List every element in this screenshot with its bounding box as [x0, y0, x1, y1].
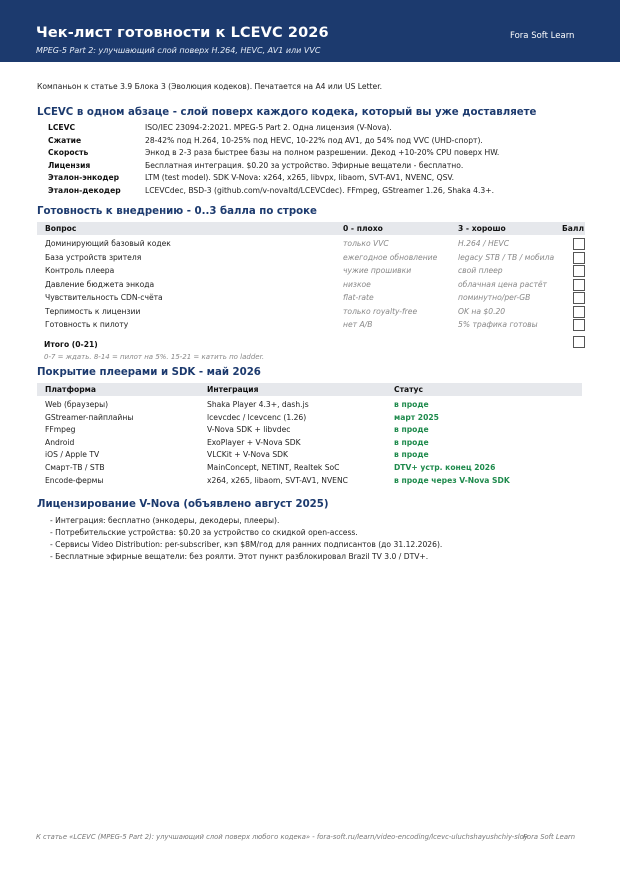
col-platform: Платформа: [45, 385, 96, 394]
status-text: в проде через V-Nova SDK: [394, 475, 510, 485]
integration-text: x264, x265, libaom, SVT-AV1, NVENC: [207, 475, 348, 485]
summary-key: Сжатие: [48, 135, 82, 145]
bad-answer: flat-rate: [343, 293, 374, 302]
good-answer: 5% трафика готовы: [458, 320, 538, 329]
players-heading: Покрытие плеерами и SDK - май 2026: [37, 367, 261, 378]
bad-answer: только VVC: [343, 239, 389, 248]
status-text: в проде: [394, 400, 429, 409]
summary-heading: LCEVC в одном абзаце - слой поверх каждого кодека, который вы уже доставляете: [37, 107, 537, 118]
bad-answer: низкое: [343, 279, 371, 289]
summary-key: Скорость: [48, 148, 89, 158]
summary-value: 28-42% под H.264, 10-25% под HEVC, 10-22% под AV1, до 54% под VVC (UHD-спорт).: [145, 135, 483, 145]
score-checkbox[interactable]: [573, 306, 585, 318]
summary-value: Бесплатная интеграция. $0.20 за устройство. Эфирные вещатели - бесплатно.: [145, 160, 464, 170]
status-text: в проде: [394, 437, 429, 447]
status-text: DTV+ устр. конец 2026: [394, 463, 496, 472]
licensing-heading: Лицензирование V-Nova (объявлено август 2025): [37, 499, 329, 510]
score-checkbox[interactable]: [573, 238, 585, 250]
question-text: Готовность к пилоту: [45, 320, 129, 329]
scale-note: 0-7 = ждать. 8-14 = пилот на 5%. 15-21 = катить по ladder.: [44, 353, 265, 361]
footer-brand: Fora Soft Learn: [523, 833, 576, 841]
status-text: в проде: [394, 450, 429, 460]
readiness-table-header: [37, 222, 585, 235]
readiness-heading: Готовность к внедрению - 0..3 балла по строке: [37, 206, 317, 217]
score-checkbox[interactable]: [573, 319, 585, 331]
licensing-item: - Интеграция: бесплатно (энкодеры, декодеры, плееры).: [50, 516, 280, 525]
summary-key: Эталон-декодер: [48, 186, 121, 195]
good-answer: OK на $0.20: [458, 306, 506, 316]
bad-answer: ежегодное обновление: [343, 252, 438, 262]
summary-key: Эталон-энкодер: [48, 173, 120, 183]
platform-name: FFmpeg: [45, 425, 76, 435]
platform-name: Web (браузеры): [45, 400, 109, 409]
status-text: в проде: [394, 425, 429, 435]
integration-text: MainConcept, NETINT, Realtek SoC: [207, 463, 340, 472]
question-text: Чувствительность CDN-счёта: [45, 293, 163, 302]
page-title: Чек-лист готовности к LCEVC 2026: [36, 25, 329, 41]
licensing-item: - Сервисы Video Distribution: per-subscriber, кэп $8M/год для ранних подписантов (до 31.12.2026).: [50, 540, 443, 549]
good-answer: поминутно/per-GB: [458, 293, 531, 302]
summary-key: LCEVC: [48, 123, 76, 132]
integration-text: V-Nova SDK + libvdec: [207, 425, 291, 435]
question-text: Доминирующий базовый кодек: [45, 239, 171, 248]
col-integration: Интеграция: [207, 385, 259, 394]
players-table-header: [37, 383, 582, 396]
question-text: Терпимость к лицензии: [45, 306, 141, 316]
score-checkbox[interactable]: [573, 265, 585, 277]
col-bad: 0 - плохо: [343, 224, 383, 233]
total-label: Итого (0-21): [44, 340, 98, 349]
score-checkbox[interactable]: [573, 279, 585, 291]
question-text: Давление бюджета энкода: [45, 279, 155, 289]
licensing-item: - Бесплатные эфирные вещатели: без роялти. Этот пункт разблокировал Brazil TV 3.0 / DTV+.: [50, 552, 429, 561]
summary-value: LCEVCdec, BSD-3 (github.com/v-novaltd/LCEVCdec). FFmpeg, GStreamer 1.26, Shaka 4.3+.: [145, 186, 494, 195]
footer-text: К статье «LCEVC (MPEG-5 Part 2): улучшающий слой поверх любого кодека» - fora-soft.ru/learn/video-encoding/lcevc-uluchshayushchiy-sloy: [36, 833, 528, 841]
platform-name: iOS / Apple TV: [45, 450, 100, 460]
bad-answer: чужие прошивки: [343, 266, 412, 275]
integration-text: Shaka Player 4.3+, dash.js: [207, 400, 309, 409]
status-text: март 2025: [394, 412, 439, 422]
good-answer: H.264 / HEVC: [458, 239, 510, 248]
total-score-box[interactable]: [573, 336, 585, 348]
page-subtitle: MPEG-5 Part 2: улучшающий слой поверх H.264, HEVC, AV1 или VVC: [36, 46, 321, 55]
intro-text: Компаньон к статье 3.9 Блока 3 (Эволюция кодеков). Печатается на A4 или US Letter.: [37, 82, 383, 91]
platform-name: Смарт-ТВ / STB: [45, 463, 105, 472]
page-header: [0, 0, 620, 62]
col-score: Балл: [562, 224, 585, 233]
score-checkbox[interactable]: [573, 252, 585, 264]
good-answer: свой плеер: [458, 266, 503, 275]
platform-name: Encode-фермы: [45, 475, 104, 485]
integration-text: ExoPlayer + V-Nova SDK: [207, 437, 301, 447]
col-status: Статус: [394, 385, 423, 394]
score-checkbox[interactable]: [573, 292, 585, 304]
summary-value: LTM (test model). SDK V-Nova: x264, x265, libvpx, libaom, SVT-AV1, NVENC, QSV.: [145, 173, 455, 183]
summary-value: ISO/IEC 23094-2:2021. MPEG-5 Part 2. Одна лицензия (V-Nova).: [145, 123, 392, 132]
integration-text: lcevcdec / lcevcenc (1.26): [207, 412, 307, 422]
col-question: Вопрос: [45, 224, 77, 233]
bad-answer: только royalty-free: [343, 306, 418, 316]
platform-name: Android: [45, 437, 75, 447]
summary-key: Лицензия: [48, 160, 91, 170]
header-brand: Fora Soft Learn: [510, 31, 575, 41]
integration-text: VLCKit + V-Nova SDK: [207, 450, 289, 460]
bad-answer: нет A/B: [343, 320, 373, 329]
good-answer: облачная цена растёт: [458, 279, 547, 289]
question-text: База устройств зрителя: [45, 252, 142, 262]
question-text: Контроль плеера: [45, 266, 115, 275]
summary-value: Энкод в 2-3 раза быстрее базы на полном разрешении. Декод +10-20% CPU поверх HW.: [145, 148, 500, 158]
col-good: 3 - хорошо: [458, 224, 506, 233]
licensing-item: - Потребительские устройства: $0.20 за устройство со скидкой open-access.: [50, 528, 358, 537]
platform-name: GStreamer-пайплайны: [45, 412, 134, 422]
good-answer: legacy STB / TB / мобила: [458, 252, 555, 262]
